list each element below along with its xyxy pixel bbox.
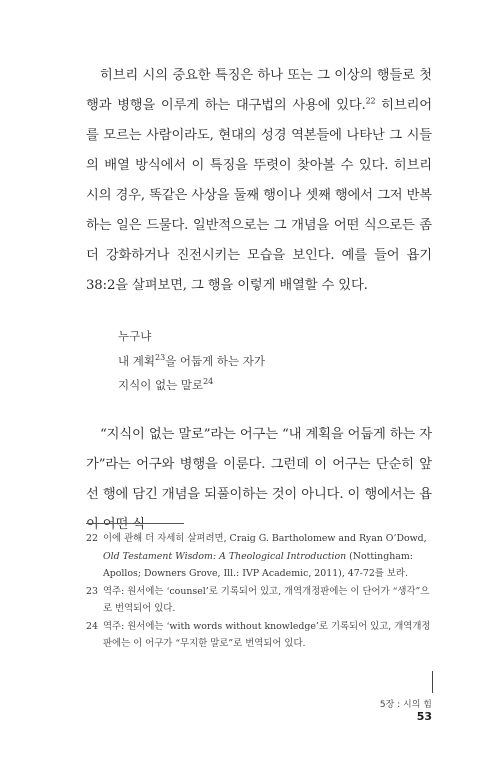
footnote-number: 24 — [86, 620, 98, 632]
verse-text: 내 계획 — [118, 353, 155, 368]
body-paragraph-1 — [86, 61, 432, 301]
footnote-23 — [86, 583, 432, 618]
footnote-text — [103, 530, 432, 583]
footnote-text: 역주: 원서에는 ‘with words without knowledge’로 기록되어 있고, 개역개정판에는 이 어구가 “무지한 말로”로 번역되어 있다. — [103, 620, 431, 649]
verse-line-2 — [118, 349, 265, 374]
footnote-text-part: 이에 관해 더 자세히 살펴려면, Craig G. Bartholomew and Ryan O’Dowd, — [103, 533, 427, 544]
verse-line-3 — [118, 373, 265, 398]
page-number: 53 — [416, 710, 432, 723]
footnote-text-part: (Nottingham: Apollos; Downers Grove, Ill.: IVP Academic, 2011), 47-72를 보라. — [103, 550, 413, 579]
footnote-ref-23[interactable]: 23 — [154, 352, 166, 362]
footnote-ref-24[interactable]: 24 — [203, 377, 214, 387]
verse-block — [118, 324, 265, 398]
body-paragraph-2: “지식이 없는 말로”라는 어구는 “내 계획을 어둡게 하는 자가”라는 어구와 병행을 이룬다. 그런데 이 어구는 단순히 앞선 행에 담긴 개념을 되풀이하는 것이 아니다. 이 행에서는 욥이 어떤 식 — [86, 427, 432, 532]
footnote-24 — [86, 618, 432, 653]
footnote-text: 역주: 원서에는 ‘counsel’로 기록되어 있고, 개역개정판에는 이 단어가 “생각”으로 번역되어 있다. — [103, 585, 430, 614]
verse-line-1: 누구냐 — [118, 329, 152, 343]
footnote-divider — [86, 523, 184, 524]
verse-text: 지식이 없는 말로 — [118, 378, 204, 392]
footnote-ref-22[interactable]: 22 — [365, 96, 376, 106]
footnote-22 — [86, 530, 432, 583]
footnotes — [86, 530, 432, 653]
footnote-number: 22 — [86, 533, 98, 544]
paragraph-text: 히브리 시의 중요한 특징은 하나 또는 그 이상의 행들로 첫 행과 병행을 이루게 하는 대구법의 사용에 있다. — [86, 68, 432, 113]
verse-text: 을 어둡게 하는 자가 — [165, 353, 266, 368]
footnote-number: 23 — [86, 585, 98, 597]
book-title: Old Testament Wisdom: A Theological Introduction — [103, 550, 347, 562]
paragraph-text: 히브리어를 모르는 사람이라도, 현대의 성경 역본들에 나타난 그 시들의 배열 방식에서 이 특징을 뚜렷이 찾아볼 수 있다. 히브리 시의 경우, 똑같은 사상을 둘째 행이나 셋째 행에서 그저 반복하는 일은 드물다. 일반적으로는 그 개념을 어떤 식으로든 좀 더 강화하거나 진전시키는 모습을 보인다. 예를 들어 욥기 38:2을 살펴보면, 그 행을 이렇게 배열할 수 있다. — [86, 98, 432, 293]
running-footer-chapter: 5장 : 시의 힘 — [379, 700, 432, 710]
footer-divider — [432, 671, 433, 693]
